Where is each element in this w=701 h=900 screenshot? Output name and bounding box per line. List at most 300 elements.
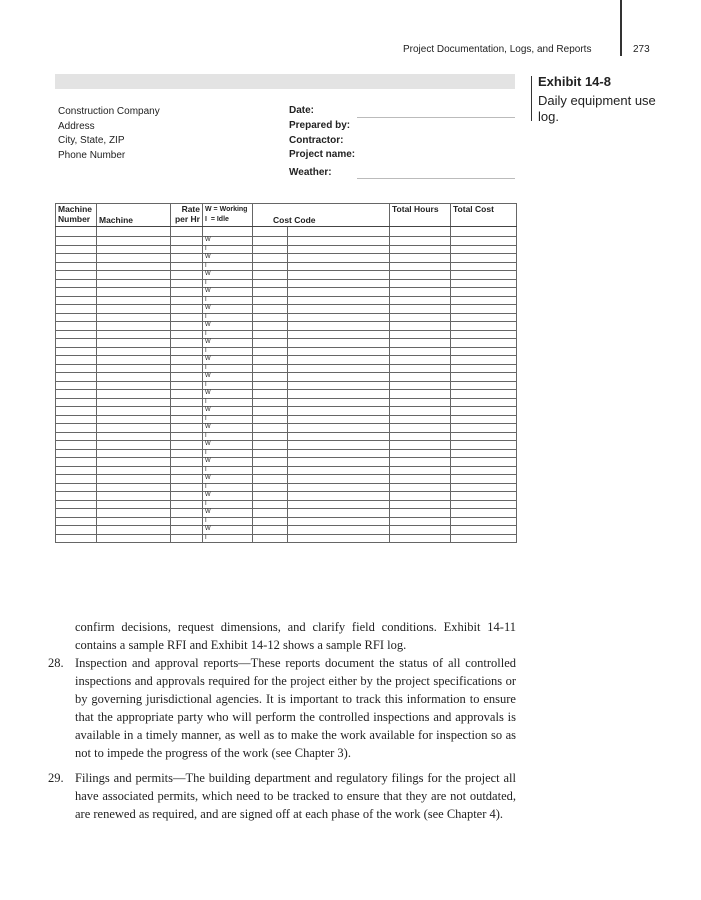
table-cell[interactable] [97,492,171,501]
table-cell[interactable] [451,458,517,467]
table-cell[interactable] [253,509,288,518]
table-cell[interactable] [253,475,288,484]
table-cell[interactable] [390,254,451,263]
table-cell[interactable] [97,526,171,535]
table-cell[interactable] [253,254,288,263]
table-cell[interactable] [97,373,171,382]
table-cell[interactable] [451,407,517,416]
table-cell[interactable] [451,432,517,441]
table-cell[interactable] [97,534,171,543]
table-cell[interactable] [97,441,171,450]
table-cell[interactable] [56,262,97,271]
table-cell[interactable] [56,364,97,373]
table-cell[interactable] [253,271,288,280]
table-cell[interactable] [288,509,390,518]
working-mark[interactable]: W [203,322,253,331]
table-cell[interactable] [97,483,171,492]
table-cell[interactable] [288,330,390,339]
table-cell[interactable] [253,339,288,348]
table-cell[interactable] [97,466,171,475]
table-cell[interactable] [390,339,451,348]
table-cell[interactable] [390,356,451,365]
table-cell[interactable] [390,373,451,382]
table-cell[interactable] [56,441,97,450]
idle-mark[interactable]: I [203,381,253,390]
table-cell[interactable] [253,381,288,390]
table-cell[interactable] [56,509,97,518]
working-mark[interactable]: W [203,458,253,467]
table-cell[interactable] [253,305,288,314]
table-cell[interactable] [97,424,171,433]
table-cell[interactable] [171,475,203,484]
table-cell[interactable] [253,449,288,458]
table-cell[interactable] [171,526,203,535]
table-cell[interactable] [253,347,288,356]
table-cell[interactable] [56,313,97,322]
table-cell[interactable] [97,458,171,467]
table-cell[interactable] [288,415,390,424]
table-cell[interactable] [97,330,171,339]
table-cell[interactable] [97,390,171,399]
table-cell[interactable] [56,534,97,543]
table-cell[interactable] [390,322,451,331]
table-cell[interactable] [253,313,288,322]
table-cell[interactable] [171,381,203,390]
table-cell[interactable] [253,322,288,331]
table-cell[interactable] [56,517,97,526]
table-cell[interactable] [171,356,203,365]
table-cell[interactable] [171,432,203,441]
table-cell[interactable] [56,279,97,288]
table-cell[interactable] [56,373,97,382]
table-cell[interactable] [253,279,288,288]
table-cell[interactable] [56,339,97,348]
table-cell[interactable] [97,500,171,509]
table-cell[interactable] [56,381,97,390]
table-cell[interactable] [56,407,97,416]
table-cell[interactable] [56,483,97,492]
idle-mark[interactable]: I [203,449,253,458]
table-cell[interactable] [390,441,451,450]
table-cell[interactable] [288,492,390,501]
table-cell[interactable] [56,398,97,407]
table-cell[interactable] [451,415,517,424]
table-cell[interactable] [253,390,288,399]
table-cell[interactable] [171,262,203,271]
table-cell[interactable] [451,483,517,492]
table-cell[interactable] [253,534,288,543]
table-cell[interactable] [171,509,203,518]
table-cell[interactable] [171,415,203,424]
table-cell[interactable] [97,245,171,254]
table-cell[interactable] [97,415,171,424]
working-mark[interactable]: W [203,390,253,399]
table-cell[interactable] [253,483,288,492]
table-cell[interactable] [171,534,203,543]
table-cell[interactable] [253,424,288,433]
table-cell[interactable] [451,322,517,331]
table-cell[interactable] [171,245,203,254]
working-mark[interactable]: W [203,407,253,416]
table-cell[interactable] [451,296,517,305]
idle-mark[interactable]: I [203,432,253,441]
working-mark[interactable]: W [203,271,253,280]
table-cell[interactable] [390,449,451,458]
table-cell[interactable] [288,288,390,297]
table-cell[interactable] [390,390,451,399]
table-cell[interactable] [56,254,97,263]
table-cell[interactable] [97,509,171,518]
table-cell[interactable] [451,441,517,450]
table-cell[interactable] [171,254,203,263]
table-cell[interactable] [288,313,390,322]
table-cell[interactable] [253,364,288,373]
table-cell[interactable] [288,483,390,492]
table-cell[interactable] [97,322,171,331]
table-cell[interactable] [451,475,517,484]
table-cell[interactable] [171,313,203,322]
date-field[interactable] [357,117,515,118]
table-cell[interactable] [451,517,517,526]
table-cell[interactable] [97,271,171,280]
table-cell[interactable] [288,245,390,254]
table-cell[interactable] [253,500,288,509]
idle-mark[interactable]: I [203,500,253,509]
table-cell[interactable] [288,296,390,305]
table-cell[interactable] [451,381,517,390]
working-mark[interactable]: W [203,305,253,314]
table-cell[interactable] [451,262,517,271]
working-mark[interactable]: W [203,339,253,348]
table-cell[interactable] [253,373,288,382]
table-cell[interactable] [288,373,390,382]
table-cell[interactable] [253,526,288,535]
idle-mark[interactable]: I [203,483,253,492]
table-cell[interactable] [171,398,203,407]
table-cell[interactable] [171,449,203,458]
table-cell[interactable] [171,288,203,297]
table-cell[interactable] [451,364,517,373]
table-cell[interactable] [390,475,451,484]
table-cell[interactable] [97,475,171,484]
idle-mark[interactable]: I [203,347,253,356]
table-cell[interactable] [171,407,203,416]
table-cell[interactable] [97,254,171,263]
table-cell[interactable] [97,305,171,314]
table-cell[interactable] [56,449,97,458]
table-cell[interactable] [288,347,390,356]
table-cell[interactable] [171,441,203,450]
table-cell[interactable] [451,237,517,246]
table-cell[interactable] [288,254,390,263]
table-cell[interactable] [288,364,390,373]
table-cell[interactable] [171,322,203,331]
weather-field[interactable] [357,178,515,179]
table-cell[interactable] [451,245,517,254]
table-cell[interactable] [288,466,390,475]
table-cell[interactable] [56,390,97,399]
table-cell[interactable] [390,483,451,492]
table-cell[interactable] [56,415,97,424]
idle-mark[interactable]: I [203,262,253,271]
exhibit-title: Exhibit 14-8 [538,74,611,89]
table-cell[interactable] [288,262,390,271]
table-cell[interactable] [253,517,288,526]
table-cell[interactable] [56,492,97,501]
table-cell[interactable] [451,466,517,475]
table-cell[interactable] [253,356,288,365]
table-cell[interactable] [97,262,171,271]
table-cell[interactable] [56,466,97,475]
table-cell[interactable] [390,262,451,271]
table-cell[interactable] [253,466,288,475]
table-cell[interactable] [390,271,451,280]
table-cell[interactable] [253,296,288,305]
table-cell[interactable] [171,492,203,501]
table-cell[interactable] [390,381,451,390]
table-cell[interactable] [451,500,517,509]
table-cell[interactable] [390,347,451,356]
table-cell[interactable] [390,288,451,297]
table-cell[interactable] [171,500,203,509]
table-cell[interactable] [451,347,517,356]
table-cell[interactable] [390,245,451,254]
table-cell[interactable] [288,237,390,246]
table-cell[interactable] [56,424,97,433]
table-cell[interactable] [97,407,171,416]
table-cell[interactable] [56,322,97,331]
table-cell[interactable] [97,398,171,407]
table-cell[interactable] [56,296,97,305]
table-cell[interactable] [288,432,390,441]
table-cell[interactable] [171,458,203,467]
table-cell[interactable] [171,483,203,492]
table-cell[interactable] [390,492,451,501]
table-cell[interactable] [390,407,451,416]
table-cell[interactable] [451,398,517,407]
idle-mark[interactable]: I [203,364,253,373]
table-cell[interactable] [97,313,171,322]
table-cell[interactable] [451,279,517,288]
table-cell[interactable] [97,288,171,297]
table-cell[interactable] [171,390,203,399]
table-cell[interactable] [171,347,203,356]
table-cell[interactable] [288,356,390,365]
table-cell[interactable] [56,305,97,314]
table-cell[interactable] [390,526,451,535]
table-cell[interactable] [97,364,171,373]
table-cell[interactable] [56,475,97,484]
table-cell[interactable] [171,424,203,433]
working-mark[interactable]: W [203,475,253,484]
idle-mark[interactable]: I [203,313,253,322]
table-cell[interactable] [451,288,517,297]
table-cell[interactable] [253,432,288,441]
table-cell[interactable] [56,356,97,365]
table-cell[interactable] [288,381,390,390]
table-cell[interactable] [56,432,97,441]
table-cell[interactable] [56,237,97,246]
table-cell[interactable] [288,398,390,407]
table-cell[interactable] [451,390,517,399]
table-cell[interactable] [288,279,390,288]
table-cell[interactable] [56,245,97,254]
table-cell[interactable] [390,509,451,518]
table-row [56,313,517,322]
table-cell[interactable] [390,517,451,526]
table-cell[interactable] [390,364,451,373]
table-cell[interactable] [390,458,451,467]
table-cell[interactable] [171,237,203,246]
idle-mark[interactable]: I [203,534,253,543]
table-cell[interactable] [288,441,390,450]
table-cell[interactable] [390,330,451,339]
table-cell[interactable] [171,305,203,314]
table-cell[interactable] [451,271,517,280]
table-row [56,424,517,433]
table-cell[interactable] [253,407,288,416]
table-cell[interactable] [171,296,203,305]
table-cell[interactable] [451,305,517,314]
table-cell[interactable] [390,296,451,305]
table-cell[interactable] [390,415,451,424]
idle-mark[interactable]: I [203,466,253,475]
table-cell[interactable] [97,517,171,526]
table-row [56,526,517,535]
table-cell[interactable] [288,390,390,399]
table-cell[interactable] [390,534,451,543]
table-cell[interactable] [97,347,171,356]
working-mark[interactable]: W [203,492,253,501]
table-cell[interactable] [390,313,451,322]
table-cell[interactable] [390,424,451,433]
table-spacer-row [56,227,517,237]
col-total-hours: Total Hours [390,204,451,227]
table-cell[interactable] [56,500,97,509]
table-cell[interactable] [253,288,288,297]
working-mark[interactable]: W [203,441,253,450]
table-cell[interactable] [288,500,390,509]
working-mark[interactable]: W [203,237,253,246]
table-cell[interactable] [97,432,171,441]
table-cell[interactable] [56,330,97,339]
col-rate: Rate per Hr [171,204,203,227]
table-cell[interactable] [253,262,288,271]
table-cell[interactable] [451,424,517,433]
idle-mark[interactable]: I [203,330,253,339]
table-cell[interactable] [171,373,203,382]
table-cell[interactable] [451,526,517,535]
table-cell[interactable] [97,237,171,246]
table-cell[interactable] [288,305,390,314]
table-cell[interactable] [288,424,390,433]
idle-mark[interactable]: I [203,398,253,407]
table-cell[interactable] [451,534,517,543]
table-cell[interactable] [56,271,97,280]
working-mark[interactable]: W [203,254,253,263]
idle-mark[interactable]: I [203,415,253,424]
table-cell[interactable] [171,339,203,348]
table-cell[interactable] [390,237,451,246]
table-cell[interactable] [171,271,203,280]
table-cell[interactable] [288,458,390,467]
table-cell[interactable] [451,356,517,365]
table-cell[interactable] [171,364,203,373]
table-cell[interactable] [451,330,517,339]
table-cell[interactable] [288,271,390,280]
table-cell[interactable] [171,330,203,339]
table-cell[interactable] [451,509,517,518]
idle-mark[interactable]: I [203,279,253,288]
table-cell[interactable] [253,415,288,424]
table-cell[interactable] [288,339,390,348]
table-cell[interactable] [288,475,390,484]
table-cell[interactable] [171,517,203,526]
table-cell[interactable] [171,279,203,288]
table-cell[interactable] [451,339,517,348]
table-cell[interactable] [288,407,390,416]
idle-mark[interactable]: I [203,296,253,305]
working-mark[interactable]: W [203,356,253,365]
table-cell[interactable] [451,254,517,263]
table-cell[interactable] [97,381,171,390]
idle-mark[interactable]: I [203,245,253,254]
working-mark[interactable]: W [203,509,253,518]
table-cell[interactable] [97,449,171,458]
table-cell[interactable] [97,296,171,305]
table-cell[interactable] [97,279,171,288]
table-cell[interactable] [253,441,288,450]
working-mark[interactable]: W [203,526,253,535]
table-row [56,356,517,365]
table-cell[interactable] [451,492,517,501]
table-cell[interactable] [390,500,451,509]
idle-mark[interactable]: I [203,517,253,526]
working-mark[interactable]: W [203,373,253,382]
table-cell[interactable] [390,305,451,314]
table-cell[interactable] [56,458,97,467]
table-cell[interactable] [97,339,171,348]
table-cell[interactable] [390,432,451,441]
table-cell[interactable] [56,526,97,535]
table-cell[interactable] [288,534,390,543]
table-cell[interactable] [253,458,288,467]
table-row [56,390,517,399]
table-cell[interactable] [288,322,390,331]
working-mark[interactable]: W [203,424,253,433]
table-cell[interactable] [253,492,288,501]
table-cell[interactable] [451,373,517,382]
table-cell[interactable] [253,237,288,246]
table-cell[interactable] [253,330,288,339]
table-cell[interactable] [451,449,517,458]
table-cell[interactable] [253,245,288,254]
table-row [56,500,517,509]
table-cell[interactable] [97,356,171,365]
table-cell[interactable] [56,347,97,356]
table-cell[interactable] [171,466,203,475]
table-cell[interactable] [56,288,97,297]
working-mark[interactable]: W [203,288,253,297]
table-cell[interactable] [288,449,390,458]
table-cell[interactable] [253,398,288,407]
table-cell[interactable] [390,466,451,475]
table-cell[interactable] [288,526,390,535]
table-cell[interactable] [288,517,390,526]
table-cell[interactable] [390,398,451,407]
table-cell[interactable] [390,279,451,288]
table-cell[interactable] [451,313,517,322]
